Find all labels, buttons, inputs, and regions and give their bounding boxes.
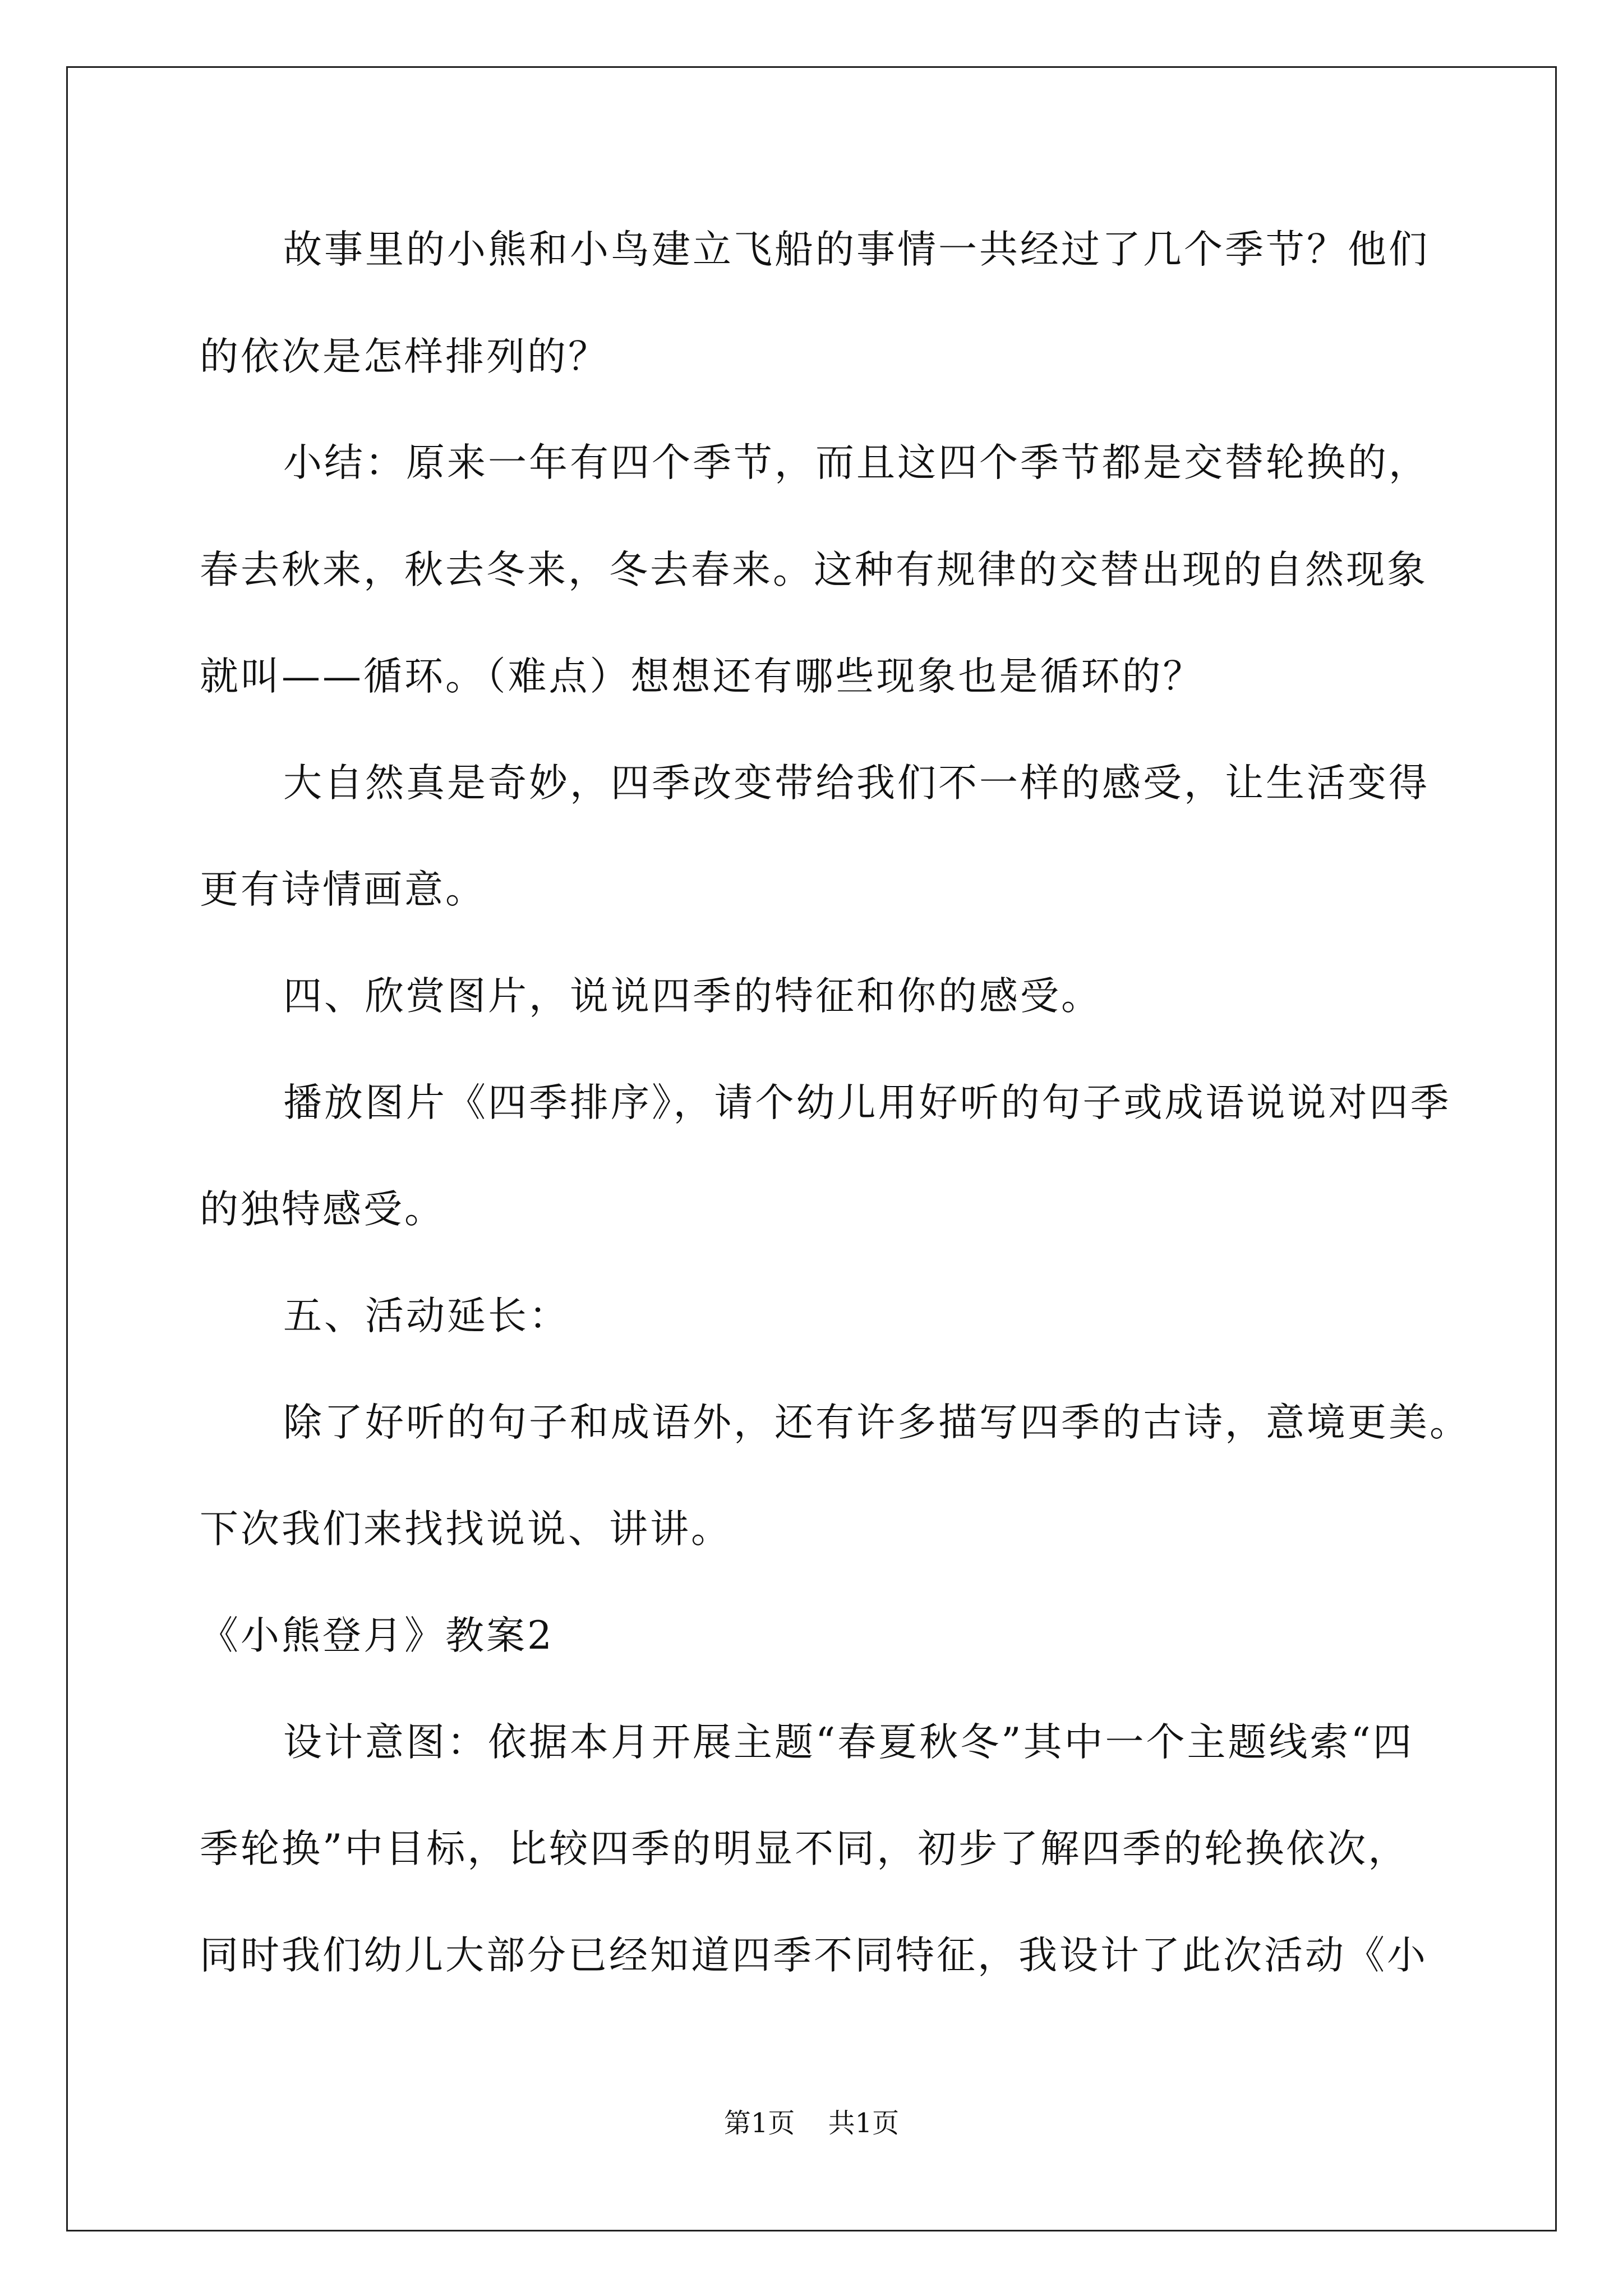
paragraph-line: 播放图片《四季排序》，请个幼儿用好听的句子或成语说说对四季 [283, 1080, 1451, 1125]
paragraph-line: 故事里的小熊和小鸟建立飞船的事情一共经过了几个季节？他们 [283, 227, 1430, 272]
paragraph-line: 下次我们来找找说说、讲讲。 [200, 1507, 732, 1552]
section-heading: 五、活动延长： [283, 1294, 570, 1338]
paragraph-line: 设计意图：依据本月开展主题“春夏秋冬”其中一个主题线索“四 [283, 1720, 1414, 1765]
page-footer [0, 2106, 1623, 2140]
document-title: 《小熊登月》教案2 [200, 1613, 554, 1658]
paragraph-line: 春去秋来，秋去冬来，冬去春来。这种有规律的交替出现的自然现象 [200, 547, 1428, 592]
page-total: 共1页 [828, 2108, 900, 2139]
section-heading: 四、欣赏图片，说说四季的特征和你的感受。 [283, 974, 1102, 1019]
paragraph-line: 季轮换”中目标，比较四季的明显不同，初步了解四季的轮换依次， [200, 1826, 1409, 1871]
paragraph-line: 小结：原来一年有四个季节，而且这四个季节都是交替轮换的， [283, 440, 1430, 485]
page-border [66, 66, 1557, 2231]
paragraph-line: 的依次是怎样排列的？ [200, 334, 609, 379]
paragraph-line: 的独特感受。 [200, 1187, 445, 1232]
page-number: 第1页 [723, 2108, 795, 2139]
paragraph-line: 除了好听的句子和成语外，还有许多描写四季的古诗，意境更美。 [283, 1400, 1470, 1445]
paragraph-line: 同时我们幼儿大部分已经知道四季不同特征，我设计了此次活动《小 [200, 1933, 1428, 1978]
paragraph-line: 更有诗情画意。 [200, 867, 486, 912]
paragraph-line: 就叫——循环。（难点）想想还有哪些现象也是循环的？ [200, 654, 1204, 699]
paragraph-line: 大自然真是奇妙，四季改变带给我们不一样的感受，让生活变得 [283, 761, 1430, 806]
